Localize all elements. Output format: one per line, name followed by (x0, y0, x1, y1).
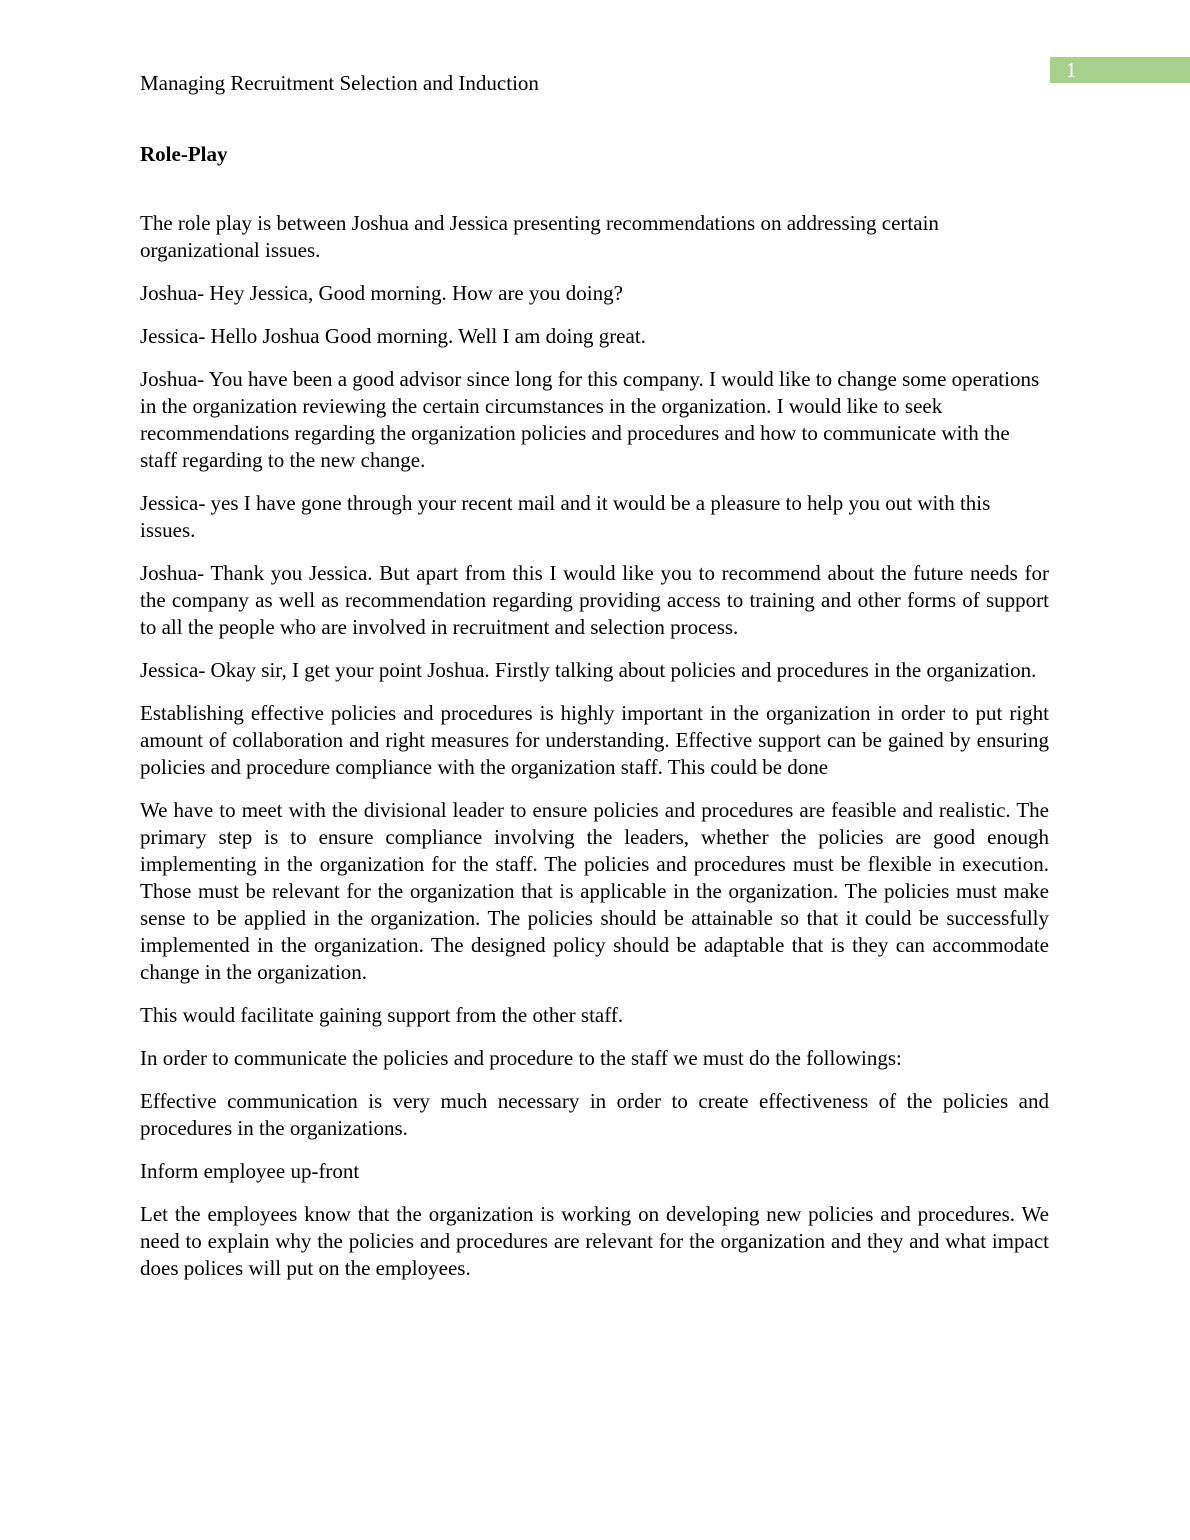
document-body (140, 210, 1049, 1298)
page-number: 1 (1050, 57, 1190, 83)
paragraph: Joshua- You have been a good advisor since long for this company. I would like to change some operations in the organization reviewing the certain circumstances in the organization. I would like to seek recommendations regarding the organization policies and procedures and how to communicate with the staff regarding to the new change. (140, 367, 1040, 472)
paragraph: In order to communicate the policies and procedure to the staff we must do the followings: (140, 1046, 902, 1070)
running-header: Managing Recruitment Selection and Induction (140, 71, 539, 95)
paragraph: Jessica- yes I have gone through your recent mail and it would be a pleasure to help you out with this issues. (140, 491, 991, 542)
paragraph: Jessica- Okay sir, I get your point Joshua. Firstly talking about policies and procedures in the organization. (140, 658, 1037, 682)
paragraph: Jessica- Hello Joshua Good morning. Well I am doing great. (140, 324, 646, 348)
paragraph: We have to meet with the divisional leader to ensure policies and procedures are feasible and realistic. The primary step is to ensure compliance involving the leaders, whether the policies are good enough implementing in the organization for the staff. The policies and procedures must be flexible in execution. Those must be relevant for the organization that is applicable in the organization. The policies must make sense to be applied in the organization. The policies should be attainable so that it could be successfully implemented in the organization. The designed policy should be adaptable that is they can accommodate change in the organization. (140, 798, 1049, 984)
paragraph: Let the employees know that the organization is working on developing new policies and procedures. We need to explain why the policies and procedures are relevant for the organization and they and what impact does polices will put on the employees. (140, 1202, 1049, 1280)
paragraph: This would facilitate gaining support from the other staff. (140, 1003, 624, 1027)
paragraph: Inform employee up-front (140, 1159, 360, 1183)
paragraph: Joshua- Hey Jessica, Good morning. How are you doing? (140, 281, 623, 305)
paragraph: The role play is between Joshua and Jessica presenting recommendations on addressing certain organizational issues. (140, 211, 939, 262)
paragraph: Joshua- Thank you Jessica. But apart from this I would like you to recommend about the future needs for the company as well as recommendation regarding providing access to training and other forms of support to all the people who are involved in recruitment and selection process. (140, 561, 1049, 639)
paragraph: Effective communication is very much necessary in order to create effectiveness of the policies and procedures in the organizations. (140, 1089, 1049, 1140)
section-heading: Role-Play (140, 142, 228, 166)
paragraph: Establishing effective policies and procedures is highly important in the organization in order to put right amount of collaboration and right measures for understanding. Effective support can be gained by ensuring policies and procedure compliance with the organization staff. This could be done (140, 701, 1049, 779)
